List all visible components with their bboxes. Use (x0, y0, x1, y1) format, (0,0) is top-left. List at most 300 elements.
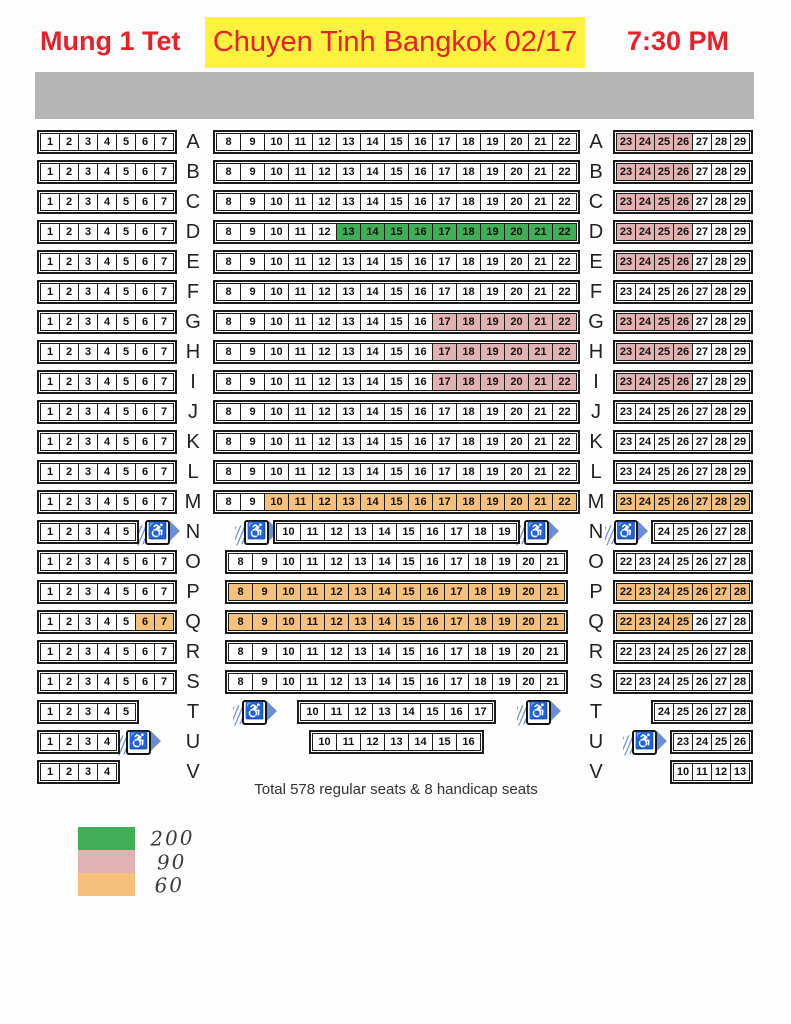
seat-E-24[interactable]: 24 (635, 253, 655, 271)
seat-K-6[interactable]: 6 (135, 433, 155, 451)
seat-Q-11[interactable]: 11 (300, 613, 325, 631)
seat-I-16[interactable]: 16 (408, 373, 433, 391)
seat-G-11[interactable]: 11 (288, 313, 313, 331)
seat-T-5[interactable]: 5 (116, 703, 136, 721)
seat-R-5[interactable]: 5 (116, 643, 136, 661)
seat-E-16[interactable]: 16 (408, 253, 433, 271)
seat-U-23[interactable]: 23 (673, 733, 693, 751)
seat-H-10[interactable]: 10 (264, 343, 289, 361)
seat-K-8[interactable]: 8 (216, 433, 241, 451)
seat-Q-2[interactable]: 2 (59, 613, 79, 631)
seat-P-28[interactable]: 28 (730, 583, 750, 601)
seat-D-22[interactable]: 22 (552, 223, 577, 241)
seat-L-3[interactable]: 3 (78, 463, 98, 481)
seat-U-10[interactable]: 10 (312, 733, 337, 751)
seat-Q-4[interactable]: 4 (97, 613, 117, 631)
seat-A-27[interactable]: 27 (692, 133, 712, 151)
seat-J-6[interactable]: 6 (135, 403, 155, 421)
seat-G-23[interactable]: 23 (616, 313, 636, 331)
seat-A-16[interactable]: 16 (408, 133, 433, 151)
seat-D-21[interactable]: 21 (528, 223, 553, 241)
seat-K-22[interactable]: 22 (552, 433, 577, 451)
seat-M-5[interactable]: 5 (116, 493, 136, 511)
seat-G-26[interactable]: 26 (673, 313, 693, 331)
seat-H-3[interactable]: 3 (78, 343, 98, 361)
seat-E-21[interactable]: 21 (528, 253, 553, 271)
seat-N-27[interactable]: 27 (711, 523, 731, 541)
seat-R-1[interactable]: 1 (40, 643, 60, 661)
seat-Q-13[interactable]: 13 (348, 613, 373, 631)
seat-L-2[interactable]: 2 (59, 463, 79, 481)
seat-U-4[interactable]: 4 (97, 733, 117, 751)
seat-I-7[interactable]: 7 (154, 373, 174, 391)
seat-U-3[interactable]: 3 (78, 733, 98, 751)
seat-U-25[interactable]: 25 (711, 733, 731, 751)
seat-E-1[interactable]: 1 (40, 253, 60, 271)
seat-D-5[interactable]: 5 (116, 223, 136, 241)
seat-E-20[interactable]: 20 (504, 253, 529, 271)
seat-P-15[interactable]: 15 (396, 583, 421, 601)
seat-T-25[interactable]: 25 (673, 703, 693, 721)
seat-Q-14[interactable]: 14 (372, 613, 397, 631)
seat-J-9[interactable]: 9 (240, 403, 265, 421)
seat-L-17[interactable]: 17 (432, 463, 457, 481)
seat-S-3[interactable]: 3 (78, 673, 98, 691)
seat-C-16[interactable]: 16 (408, 193, 433, 211)
seat-M-14[interactable]: 14 (360, 493, 385, 511)
seat-A-4[interactable]: 4 (97, 133, 117, 151)
seat-F-28[interactable]: 28 (711, 283, 731, 301)
seat-R-25[interactable]: 25 (673, 643, 693, 661)
seat-O-8[interactable]: 8 (228, 553, 253, 571)
seat-F-22[interactable]: 22 (552, 283, 577, 301)
seat-E-8[interactable]: 8 (216, 253, 241, 271)
seat-K-24[interactable]: 24 (635, 433, 655, 451)
seat-Q-18[interactable]: 18 (468, 613, 493, 631)
seat-Q-23[interactable]: 23 (635, 613, 655, 631)
seat-P-18[interactable]: 18 (468, 583, 493, 601)
seat-B-3[interactable]: 3 (78, 163, 98, 181)
seat-G-15[interactable]: 15 (384, 313, 409, 331)
seat-E-17[interactable]: 17 (432, 253, 457, 271)
seat-C-22[interactable]: 22 (552, 193, 577, 211)
seat-J-28[interactable]: 28 (711, 403, 731, 421)
seat-G-1[interactable]: 1 (40, 313, 60, 331)
seat-F-27[interactable]: 27 (692, 283, 712, 301)
seat-Q-28[interactable]: 28 (730, 613, 750, 631)
seat-P-12[interactable]: 12 (324, 583, 349, 601)
seat-K-27[interactable]: 27 (692, 433, 712, 451)
seat-L-5[interactable]: 5 (116, 463, 136, 481)
seat-N-4[interactable]: 4 (97, 523, 117, 541)
seat-O-27[interactable]: 27 (711, 553, 731, 571)
seat-I-25[interactable]: 25 (654, 373, 674, 391)
seat-Q-7[interactable]: 7 (154, 613, 174, 631)
seat-R-7[interactable]: 7 (154, 643, 174, 661)
seat-S-21[interactable]: 21 (540, 673, 565, 691)
seat-D-7[interactable]: 7 (154, 223, 174, 241)
seat-O-20[interactable]: 20 (516, 553, 541, 571)
seat-K-19[interactable]: 19 (480, 433, 505, 451)
seat-I-18[interactable]: 18 (456, 373, 481, 391)
seat-O-12[interactable]: 12 (324, 553, 349, 571)
seat-P-7[interactable]: 7 (154, 583, 174, 601)
seat-H-13[interactable]: 13 (336, 343, 361, 361)
seat-L-16[interactable]: 16 (408, 463, 433, 481)
seat-A-19[interactable]: 19 (480, 133, 505, 151)
seat-A-13[interactable]: 13 (336, 133, 361, 151)
seat-N-10[interactable]: 10 (276, 523, 301, 541)
seat-T-26[interactable]: 26 (692, 703, 712, 721)
seat-D-16[interactable]: 16 (408, 223, 433, 241)
seat-K-11[interactable]: 11 (288, 433, 313, 451)
seat-P-13[interactable]: 13 (348, 583, 373, 601)
seat-N-25[interactable]: 25 (673, 523, 693, 541)
seat-B-1[interactable]: 1 (40, 163, 60, 181)
seat-H-22[interactable]: 22 (552, 343, 577, 361)
seat-B-27[interactable]: 27 (692, 163, 712, 181)
seat-B-26[interactable]: 26 (673, 163, 693, 181)
seat-C-23[interactable]: 23 (616, 193, 636, 211)
seat-R-21[interactable]: 21 (540, 643, 565, 661)
seat-N-17[interactable]: 17 (444, 523, 469, 541)
seat-N-11[interactable]: 11 (300, 523, 325, 541)
seat-B-21[interactable]: 21 (528, 163, 553, 181)
seat-Q-25[interactable]: 25 (673, 613, 693, 631)
seat-H-7[interactable]: 7 (154, 343, 174, 361)
seat-E-25[interactable]: 25 (654, 253, 674, 271)
seat-B-19[interactable]: 19 (480, 163, 505, 181)
seat-T-15[interactable]: 15 (420, 703, 445, 721)
seat-I-28[interactable]: 28 (711, 373, 731, 391)
seat-C-24[interactable]: 24 (635, 193, 655, 211)
seat-O-14[interactable]: 14 (372, 553, 397, 571)
seat-L-4[interactable]: 4 (97, 463, 117, 481)
seat-H-15[interactable]: 15 (384, 343, 409, 361)
seat-P-17[interactable]: 17 (444, 583, 469, 601)
seat-C-12[interactable]: 12 (312, 193, 337, 211)
seat-A-5[interactable]: 5 (116, 133, 136, 151)
seat-H-11[interactable]: 11 (288, 343, 313, 361)
seat-E-19[interactable]: 19 (480, 253, 505, 271)
seat-D-24[interactable]: 24 (635, 223, 655, 241)
seat-S-5[interactable]: 5 (116, 673, 136, 691)
seat-J-23[interactable]: 23 (616, 403, 636, 421)
seat-R-3[interactable]: 3 (78, 643, 98, 661)
seat-O-6[interactable]: 6 (135, 553, 155, 571)
seat-L-12[interactable]: 12 (312, 463, 337, 481)
seat-M-19[interactable]: 19 (480, 493, 505, 511)
seat-F-23[interactable]: 23 (616, 283, 636, 301)
seat-I-6[interactable]: 6 (135, 373, 155, 391)
seat-C-27[interactable]: 27 (692, 193, 712, 211)
seat-B-23[interactable]: 23 (616, 163, 636, 181)
seat-M-3[interactable]: 3 (78, 493, 98, 511)
seat-G-18[interactable]: 18 (456, 313, 481, 331)
seat-R-4[interactable]: 4 (97, 643, 117, 661)
seat-M-11[interactable]: 11 (288, 493, 313, 511)
seat-P-8[interactable]: 8 (228, 583, 253, 601)
seat-R-23[interactable]: 23 (635, 643, 655, 661)
seat-N-18[interactable]: 18 (468, 523, 493, 541)
seat-Q-26[interactable]: 26 (692, 613, 712, 631)
seat-D-26[interactable]: 26 (673, 223, 693, 241)
seat-M-25[interactable]: 25 (654, 493, 674, 511)
seat-C-8[interactable]: 8 (216, 193, 241, 211)
seat-J-25[interactable]: 25 (654, 403, 674, 421)
seat-H-19[interactable]: 19 (480, 343, 505, 361)
seat-S-16[interactable]: 16 (420, 673, 445, 691)
seat-M-28[interactable]: 28 (711, 493, 731, 511)
seat-J-17[interactable]: 17 (432, 403, 457, 421)
seat-E-9[interactable]: 9 (240, 253, 265, 271)
seat-N-1[interactable]: 1 (40, 523, 60, 541)
seat-O-21[interactable]: 21 (540, 553, 565, 571)
seat-I-21[interactable]: 21 (528, 373, 553, 391)
seat-L-23[interactable]: 23 (616, 463, 636, 481)
seat-G-16[interactable]: 16 (408, 313, 433, 331)
seat-C-25[interactable]: 25 (654, 193, 674, 211)
seat-I-4[interactable]: 4 (97, 373, 117, 391)
seat-D-13[interactable]: 13 (336, 223, 361, 241)
seat-B-7[interactable]: 7 (154, 163, 174, 181)
seat-D-15[interactable]: 15 (384, 223, 409, 241)
seat-A-18[interactable]: 18 (456, 133, 481, 151)
seat-G-20[interactable]: 20 (504, 313, 529, 331)
seat-E-5[interactable]: 5 (116, 253, 136, 271)
seat-T-2[interactable]: 2 (59, 703, 79, 721)
seat-J-11[interactable]: 11 (288, 403, 313, 421)
seat-M-6[interactable]: 6 (135, 493, 155, 511)
seat-T-14[interactable]: 14 (396, 703, 421, 721)
seat-R-16[interactable]: 16 (420, 643, 445, 661)
seat-P-6[interactable]: 6 (135, 583, 155, 601)
seat-F-10[interactable]: 10 (264, 283, 289, 301)
seat-G-25[interactable]: 25 (654, 313, 674, 331)
seat-S-22[interactable]: 22 (616, 673, 636, 691)
seat-Q-20[interactable]: 20 (516, 613, 541, 631)
seat-L-6[interactable]: 6 (135, 463, 155, 481)
seat-L-28[interactable]: 28 (711, 463, 731, 481)
seat-B-5[interactable]: 5 (116, 163, 136, 181)
seat-M-26[interactable]: 26 (673, 493, 693, 511)
seat-D-19[interactable]: 19 (480, 223, 505, 241)
seat-J-20[interactable]: 20 (504, 403, 529, 421)
seat-R-20[interactable]: 20 (516, 643, 541, 661)
seat-I-14[interactable]: 14 (360, 373, 385, 391)
seat-R-6[interactable]: 6 (135, 643, 155, 661)
seat-J-13[interactable]: 13 (336, 403, 361, 421)
seat-G-5[interactable]: 5 (116, 313, 136, 331)
seat-I-13[interactable]: 13 (336, 373, 361, 391)
seat-P-9[interactable]: 9 (252, 583, 277, 601)
seat-Q-6[interactable]: 6 (135, 613, 155, 631)
seat-R-15[interactable]: 15 (396, 643, 421, 661)
seat-O-22[interactable]: 22 (616, 553, 636, 571)
seat-P-5[interactable]: 5 (116, 583, 136, 601)
seat-C-18[interactable]: 18 (456, 193, 481, 211)
seat-I-9[interactable]: 9 (240, 373, 265, 391)
seat-D-25[interactable]: 25 (654, 223, 674, 241)
seat-S-15[interactable]: 15 (396, 673, 421, 691)
seat-P-1[interactable]: 1 (40, 583, 60, 601)
seat-M-21[interactable]: 21 (528, 493, 553, 511)
seat-E-23[interactable]: 23 (616, 253, 636, 271)
seat-K-2[interactable]: 2 (59, 433, 79, 451)
seat-P-24[interactable]: 24 (654, 583, 674, 601)
seat-A-20[interactable]: 20 (504, 133, 529, 151)
seat-K-4[interactable]: 4 (97, 433, 117, 451)
seat-H-6[interactable]: 6 (135, 343, 155, 361)
seat-G-13[interactable]: 13 (336, 313, 361, 331)
seat-K-28[interactable]: 28 (711, 433, 731, 451)
seat-F-21[interactable]: 21 (528, 283, 553, 301)
seat-S-26[interactable]: 26 (692, 673, 712, 691)
seat-I-17[interactable]: 17 (432, 373, 457, 391)
seat-S-11[interactable]: 11 (300, 673, 325, 691)
seat-M-18[interactable]: 18 (456, 493, 481, 511)
seat-M-7[interactable]: 7 (154, 493, 174, 511)
seat-D-12[interactable]: 12 (312, 223, 337, 241)
seat-R-8[interactable]: 8 (228, 643, 253, 661)
seat-U-1[interactable]: 1 (40, 733, 60, 751)
seat-D-9[interactable]: 9 (240, 223, 265, 241)
seat-S-19[interactable]: 19 (492, 673, 517, 691)
seat-D-18[interactable]: 18 (456, 223, 481, 241)
seat-U-15[interactable]: 15 (432, 733, 457, 751)
seat-T-12[interactable]: 12 (348, 703, 373, 721)
seat-F-16[interactable]: 16 (408, 283, 433, 301)
seat-P-4[interactable]: 4 (97, 583, 117, 601)
seat-R-12[interactable]: 12 (324, 643, 349, 661)
seat-J-8[interactable]: 8 (216, 403, 241, 421)
seat-U-24[interactable]: 24 (692, 733, 712, 751)
seat-B-18[interactable]: 18 (456, 163, 481, 181)
seat-M-13[interactable]: 13 (336, 493, 361, 511)
seat-P-10[interactable]: 10 (276, 583, 301, 601)
seat-B-17[interactable]: 17 (432, 163, 457, 181)
seat-B-12[interactable]: 12 (312, 163, 337, 181)
seat-F-29[interactable]: 29 (730, 283, 750, 301)
seat-D-8[interactable]: 8 (216, 223, 241, 241)
seat-F-1[interactable]: 1 (40, 283, 60, 301)
seat-N-16[interactable]: 16 (420, 523, 445, 541)
seat-H-8[interactable]: 8 (216, 343, 241, 361)
seat-I-3[interactable]: 3 (78, 373, 98, 391)
seat-N-2[interactable]: 2 (59, 523, 79, 541)
seat-K-7[interactable]: 7 (154, 433, 174, 451)
seat-R-17[interactable]: 17 (444, 643, 469, 661)
seat-G-24[interactable]: 24 (635, 313, 655, 331)
seat-B-16[interactable]: 16 (408, 163, 433, 181)
seat-M-22[interactable]: 22 (552, 493, 577, 511)
seat-S-28[interactable]: 28 (730, 673, 750, 691)
seat-M-23[interactable]: 23 (616, 493, 636, 511)
seat-Q-16[interactable]: 16 (420, 613, 445, 631)
handicap-seat-icon[interactable]: ♿ (244, 520, 269, 545)
seat-E-7[interactable]: 7 (154, 253, 174, 271)
seat-D-11[interactable]: 11 (288, 223, 313, 241)
seat-H-24[interactable]: 24 (635, 343, 655, 361)
seat-N-5[interactable]: 5 (116, 523, 136, 541)
seat-S-8[interactable]: 8 (228, 673, 253, 691)
seat-B-25[interactable]: 25 (654, 163, 674, 181)
seat-R-24[interactable]: 24 (654, 643, 674, 661)
seat-L-22[interactable]: 22 (552, 463, 577, 481)
seat-J-15[interactable]: 15 (384, 403, 409, 421)
seat-R-27[interactable]: 27 (711, 643, 731, 661)
seat-V-12[interactable]: 12 (711, 763, 731, 781)
seat-B-6[interactable]: 6 (135, 163, 155, 181)
seat-Q-5[interactable]: 5 (116, 613, 136, 631)
seat-C-13[interactable]: 13 (336, 193, 361, 211)
seat-H-1[interactable]: 1 (40, 343, 60, 361)
seat-K-25[interactable]: 25 (654, 433, 674, 451)
seat-Q-21[interactable]: 21 (540, 613, 565, 631)
seat-G-27[interactable]: 27 (692, 313, 712, 331)
seat-O-5[interactable]: 5 (116, 553, 136, 571)
seat-C-10[interactable]: 10 (264, 193, 289, 211)
seat-C-17[interactable]: 17 (432, 193, 457, 211)
seat-E-28[interactable]: 28 (711, 253, 731, 271)
seat-C-4[interactable]: 4 (97, 193, 117, 211)
seat-G-19[interactable]: 19 (480, 313, 505, 331)
seat-E-12[interactable]: 12 (312, 253, 337, 271)
seat-L-29[interactable]: 29 (730, 463, 750, 481)
seat-C-3[interactable]: 3 (78, 193, 98, 211)
seat-P-21[interactable]: 21 (540, 583, 565, 601)
seat-S-12[interactable]: 12 (324, 673, 349, 691)
seat-J-18[interactable]: 18 (456, 403, 481, 421)
seat-K-12[interactable]: 12 (312, 433, 337, 451)
seat-D-2[interactable]: 2 (59, 223, 79, 241)
seat-B-4[interactable]: 4 (97, 163, 117, 181)
seat-B-8[interactable]: 8 (216, 163, 241, 181)
seat-J-4[interactable]: 4 (97, 403, 117, 421)
seat-J-24[interactable]: 24 (635, 403, 655, 421)
seat-C-26[interactable]: 26 (673, 193, 693, 211)
seat-P-20[interactable]: 20 (516, 583, 541, 601)
seat-N-26[interactable]: 26 (692, 523, 712, 541)
seat-O-25[interactable]: 25 (673, 553, 693, 571)
seat-R-28[interactable]: 28 (730, 643, 750, 661)
seat-F-12[interactable]: 12 (312, 283, 337, 301)
seat-H-27[interactable]: 27 (692, 343, 712, 361)
seat-M-24[interactable]: 24 (635, 493, 655, 511)
seat-P-26[interactable]: 26 (692, 583, 712, 601)
seat-O-28[interactable]: 28 (730, 553, 750, 571)
seat-R-10[interactable]: 10 (276, 643, 301, 661)
seat-P-25[interactable]: 25 (673, 583, 693, 601)
seat-N-14[interactable]: 14 (372, 523, 397, 541)
seat-B-28[interactable]: 28 (711, 163, 731, 181)
seat-S-20[interactable]: 20 (516, 673, 541, 691)
seat-N-12[interactable]: 12 (324, 523, 349, 541)
seat-E-14[interactable]: 14 (360, 253, 385, 271)
seat-E-11[interactable]: 11 (288, 253, 313, 271)
seat-M-12[interactable]: 12 (312, 493, 337, 511)
seat-A-14[interactable]: 14 (360, 133, 385, 151)
seat-B-15[interactable]: 15 (384, 163, 409, 181)
seat-V-13[interactable]: 13 (730, 763, 750, 781)
seat-F-5[interactable]: 5 (116, 283, 136, 301)
seat-J-2[interactable]: 2 (59, 403, 79, 421)
seat-A-9[interactable]: 9 (240, 133, 265, 151)
seat-L-20[interactable]: 20 (504, 463, 529, 481)
seat-T-3[interactable]: 3 (78, 703, 98, 721)
seat-Q-3[interactable]: 3 (78, 613, 98, 631)
seat-N-3[interactable]: 3 (78, 523, 98, 541)
